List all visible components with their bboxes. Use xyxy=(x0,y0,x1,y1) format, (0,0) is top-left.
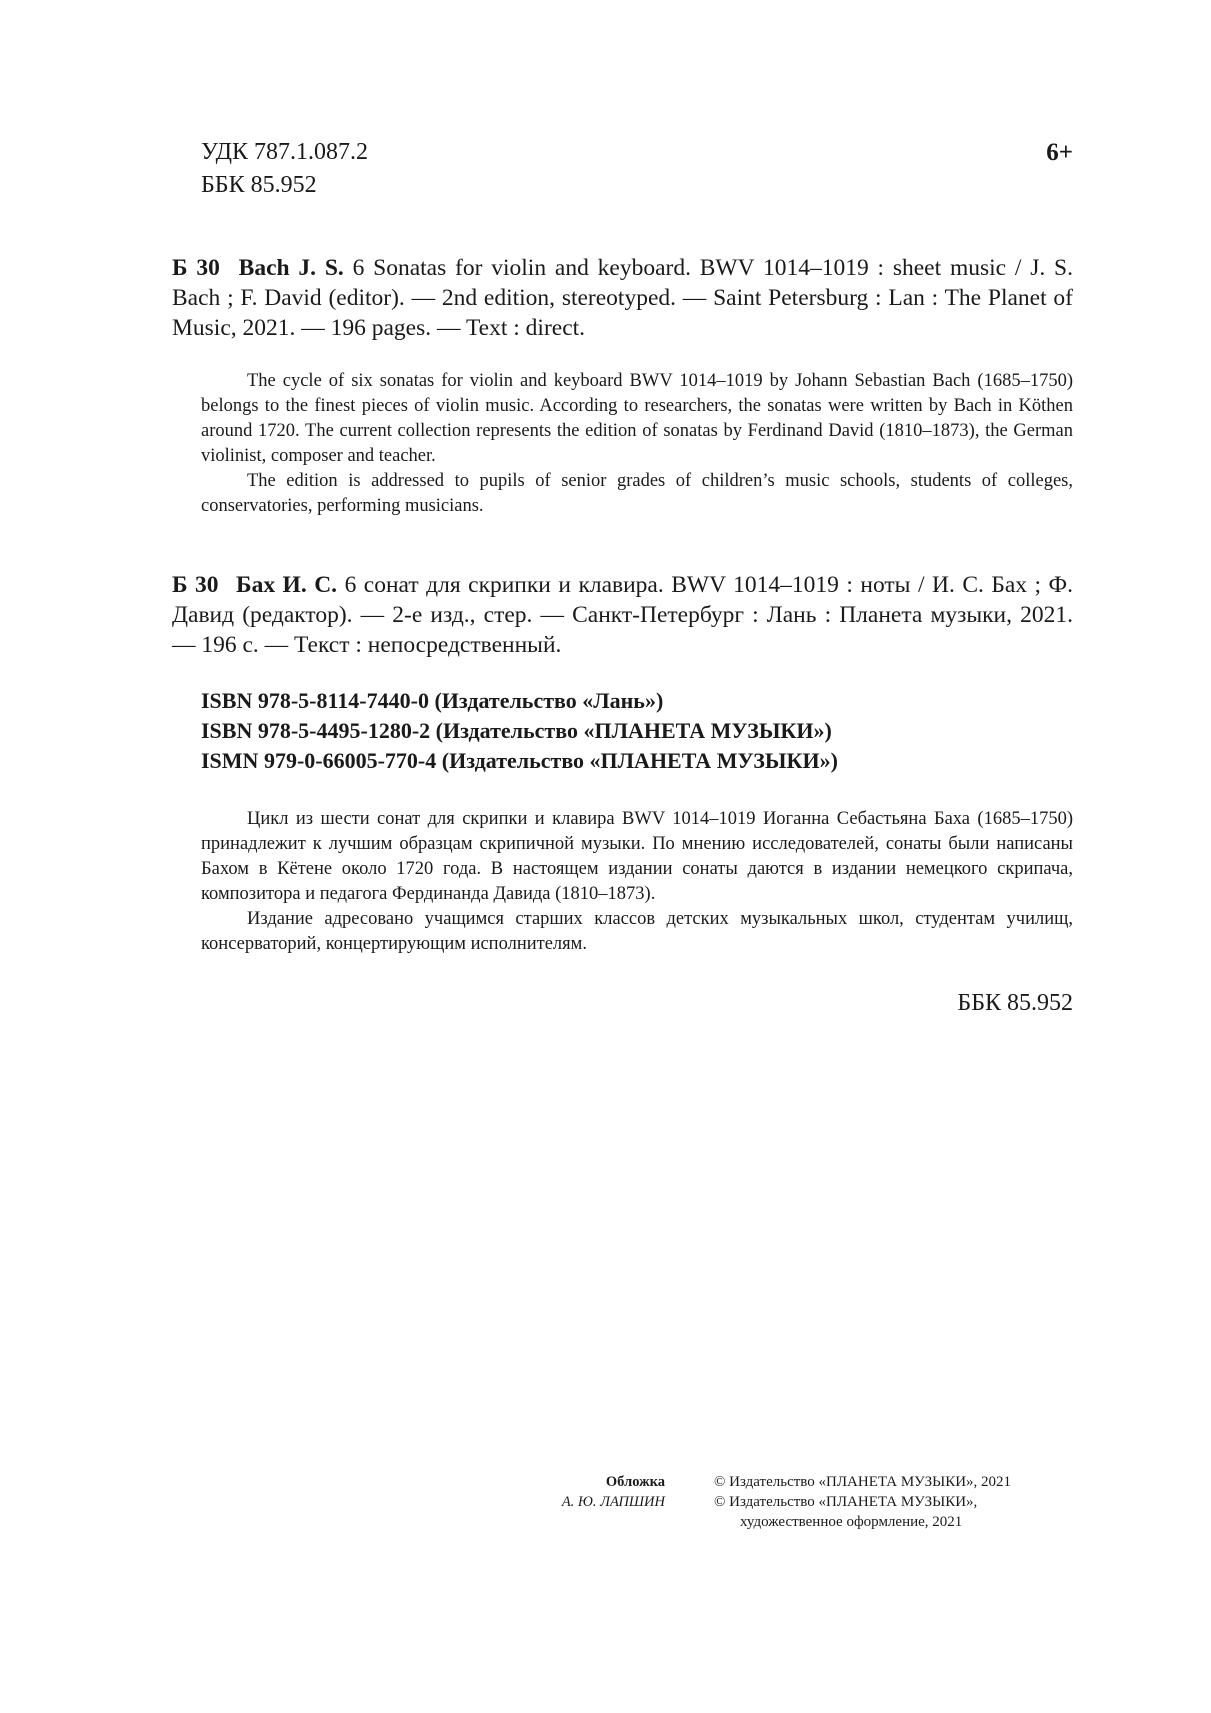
isbn-line: ISBN 978-5-8114-7440-0 (Издательство «Лань») xyxy=(201,688,664,713)
abstract-english xyxy=(201,369,1073,519)
copyright-line: художественное оформление, 2021 xyxy=(740,1514,963,1530)
classification-codes xyxy=(201,136,368,202)
age-rating: 6+ xyxy=(1046,139,1073,166)
entry-description: 6 Sonatas for violin and keyboard. BWV 1014–1019 : sheet music / J. S. Bach ; F. David (editor). — 2nd edition, stereotyped. — Saint Petersburg : Lan : The Planet of Music, 2021. — 196 pages. — Text : direct. xyxy=(172,255,1073,341)
ismn-line: ISMN 979-0-66005-770-4 (Издательство «ПЛАНЕТА МУЗЫКИ») xyxy=(201,748,838,773)
udk-code: УДК 787.1.087.2 xyxy=(201,139,368,165)
abstract-paragraph: The cycle of six sonatas for violin and keyboard BWV 1014–1019 by Johann Sebastian Bach (1685–1750) belongs to the finest pieces of violin music. According to researchers, the sonatas were written by Bach in Köthen around 1720. The current collection represents the edition of sonatas by Ferdinand David (1810–1873), the German violinist, composer and teacher. xyxy=(201,371,1073,466)
isbn-line: ISBN 978-5-4495-1280-2 (Издательство «ПЛАНЕТА МУЗЫКИ») xyxy=(201,718,832,743)
copyright-line: © Издательство «ПЛАНЕТА МУЗЫКИ», xyxy=(714,1494,978,1510)
copyright-line: © Издательство «ПЛАНЕТА МУЗЫКИ», 2021 xyxy=(714,1474,1012,1490)
abstract-paragraph: The edition is addressed to pupils of senior grades of children’s music schools, students of colleges, conservatories, performing musicians. xyxy=(201,471,1073,516)
bbk-code: ББК 85.952 xyxy=(201,172,317,198)
abstract-paragraph: Издание адресовано учащимся старших классов детских музыкальных школ, студентам училищ, консерваторий, концертирующим исполнителям. xyxy=(201,909,1073,954)
copyright-notice xyxy=(714,1472,1011,1532)
entry-author: Бах И. С. xyxy=(236,572,338,598)
cover-credit xyxy=(490,1472,665,1512)
entry-author: Bach J. S. xyxy=(238,255,344,281)
entry-code: Б 30 xyxy=(172,572,219,598)
entry-code: Б 30 xyxy=(172,255,220,281)
cover-credit-label: Обложка xyxy=(605,1474,665,1490)
cover-designer-name: А. Ю. ЛАПШИН xyxy=(561,1494,665,1510)
abstract-paragraph: Цикл из шести сонат для скрипки и клавира BWV 1014–1019 Иоганна Себастьяна Баха (1685–1750) принадлежит к лучшим образцам скрипичной музыки. По мнению исследователей, сонаты были написаны Бахом в Кётене около 1720 года. В настоящем издании сонаты даются в издании немецкого скрипача, композитора и педагога Фердинанда Давида (1810–1873). xyxy=(201,809,1073,904)
entry-description: 6 сонат для скрипки и клавира. BWV 1014–1019 : ноты / И. С. Бах ; Ф. Давид (редактор). — 2-е изд., стер. — Санкт-Петербург : Лань : Планета музыки, 2021. — 196 с. — Текст : непосредственный. xyxy=(172,572,1073,658)
abstract-russian xyxy=(201,807,1073,957)
bbk-code-bottom: ББК 85.952 xyxy=(957,990,1073,1016)
catalog-entry-russian xyxy=(172,570,1073,660)
catalog-entry-english xyxy=(172,253,1073,343)
isbn-list xyxy=(201,686,838,776)
